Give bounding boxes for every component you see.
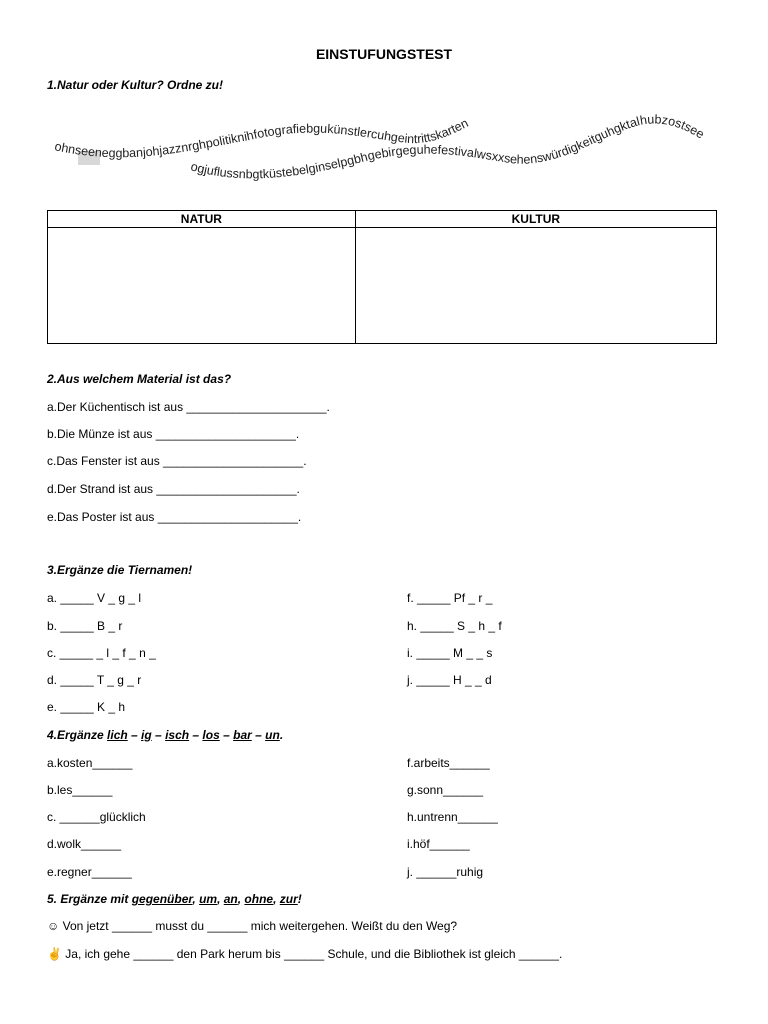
natur-cell[interactable]: [48, 228, 356, 344]
ex3-item[interactable]: h. _____ S _ h _ f: [407, 619, 502, 633]
ex2-item[interactable]: d.Der Strand ist aus _____________________.: [47, 482, 300, 496]
ex4-item[interactable]: b.les______: [47, 783, 113, 797]
separator: –: [251, 728, 266, 742]
ex4-item[interactable]: g.sonn______: [407, 783, 484, 797]
ex3-item[interactable]: b. _____ B _ r: [47, 619, 123, 633]
kultur-cell[interactable]: [355, 228, 716, 344]
suffix-word: los: [202, 728, 220, 742]
ex3-item[interactable]: i. _____ M _ _ s: [407, 646, 493, 660]
word-snake: [40, 95, 740, 205]
ex3-item[interactable]: a. _____ V _ g _ l: [47, 591, 142, 605]
heading-end: !: [297, 892, 302, 906]
suffix-word: bar: [233, 728, 252, 742]
ex3-item[interactable]: e. _____ K _ h: [47, 700, 126, 714]
separator: ,: [237, 892, 245, 906]
ex4-item[interactable]: a.kosten______: [47, 756, 133, 770]
heading-end: .: [279, 728, 284, 742]
page-title: EINSTUFUNGSTEST: [315, 46, 453, 62]
col-natur-header: NATUR: [48, 211, 356, 228]
separator: ,: [192, 892, 200, 906]
ex2-item[interactable]: e.Das Poster ist aus _____________________.: [47, 510, 302, 524]
ex4-item[interactable]: i.höf______: [407, 837, 470, 851]
ex4-item[interactable]: c. ______glücklich: [47, 810, 146, 824]
ex5-heading-prefix: 5. Ergänze mit: [47, 892, 132, 906]
ex3-item[interactable]: c. _____ _ l _ f _ n _: [47, 646, 156, 660]
ex5-line-text: Von jetzt ______ musst du ______ mich weitergehen. Weißt du den Weg?: [62, 919, 458, 933]
ex4-item[interactable]: h.untrenn______: [407, 810, 498, 824]
ex3-item[interactable]: f. _____ Pf _ r _: [407, 591, 493, 605]
preposition-word: an: [223, 892, 238, 906]
col-kultur-header: KULTUR: [355, 211, 716, 228]
separator: –: [219, 728, 234, 742]
word-snake-top-text: ohnseeneggbanjohjazznrghpolitiknihfotografiebgukünstlercuhgeintrittskarten: [53, 115, 471, 161]
ex4-item[interactable]: e.regner______: [47, 865, 132, 879]
smiley-icon: ☺: [47, 919, 60, 933]
word-snake-bottom-text: ogjuflussnbgtküstebelginselpgbhgebirgeguhefestivalwsxxsehenswürdigkeitguhgktalhubzostsee: [189, 112, 707, 182]
ex2-item[interactable]: a.Der Küchentisch ist aus _____________________.: [47, 400, 330, 414]
preposition-word: um: [199, 892, 218, 906]
separator: ,: [273, 892, 280, 906]
ex3-item[interactable]: j. _____ H _ _ d: [407, 673, 492, 687]
ex5-line[interactable]: [47, 919, 457, 933]
ex3-heading: 3.Ergänze die Tiernamen!: [47, 563, 193, 577]
suffix-word: lich: [107, 728, 128, 742]
ex4-item[interactable]: f.arbeits______: [407, 756, 490, 770]
separator: –: [127, 728, 142, 742]
preposition-word: zur: [279, 892, 298, 906]
ex2-item[interactable]: b.Die Münze ist aus _____________________.: [47, 427, 300, 441]
ex1-heading: 1.Natur oder Kultur? Ordne zu!: [47, 78, 224, 92]
ex5-line[interactable]: [47, 947, 562, 961]
ex4-item[interactable]: d.wolk______: [47, 837, 122, 851]
ex5-heading: [47, 892, 302, 906]
word-snake-bottom: [189, 112, 706, 181]
hand-icon: ✌: [47, 947, 62, 961]
separator: –: [189, 728, 203, 742]
suffix-word: isch: [165, 728, 190, 742]
separator: –: [151, 728, 166, 742]
suffix-word: un: [265, 728, 280, 742]
preposition-word: gegenüber: [131, 892, 193, 906]
ex4-heading-prefix: 4.Ergänze: [47, 728, 108, 742]
ex4-heading: [47, 728, 283, 742]
suffix-word: ig: [141, 728, 152, 742]
ex3-item[interactable]: d. _____ T _ g _ r: [47, 673, 142, 687]
ex5-line-text: Ja, ich gehe ______ den Park herum bis ______ Schule, und die Bibliothek ist gleich ______.: [65, 947, 563, 961]
ex2-item[interactable]: c.Das Fenster ist aus _____________________.: [47, 454, 307, 468]
separator: ,: [217, 892, 224, 906]
preposition-word: ohne: [244, 892, 274, 906]
natur-kultur-table: [47, 210, 717, 344]
ex4-item[interactable]: j. ______ruhig: [407, 865, 484, 879]
ex2-heading: 2.Aus welchem Material ist das?: [47, 372, 232, 386]
